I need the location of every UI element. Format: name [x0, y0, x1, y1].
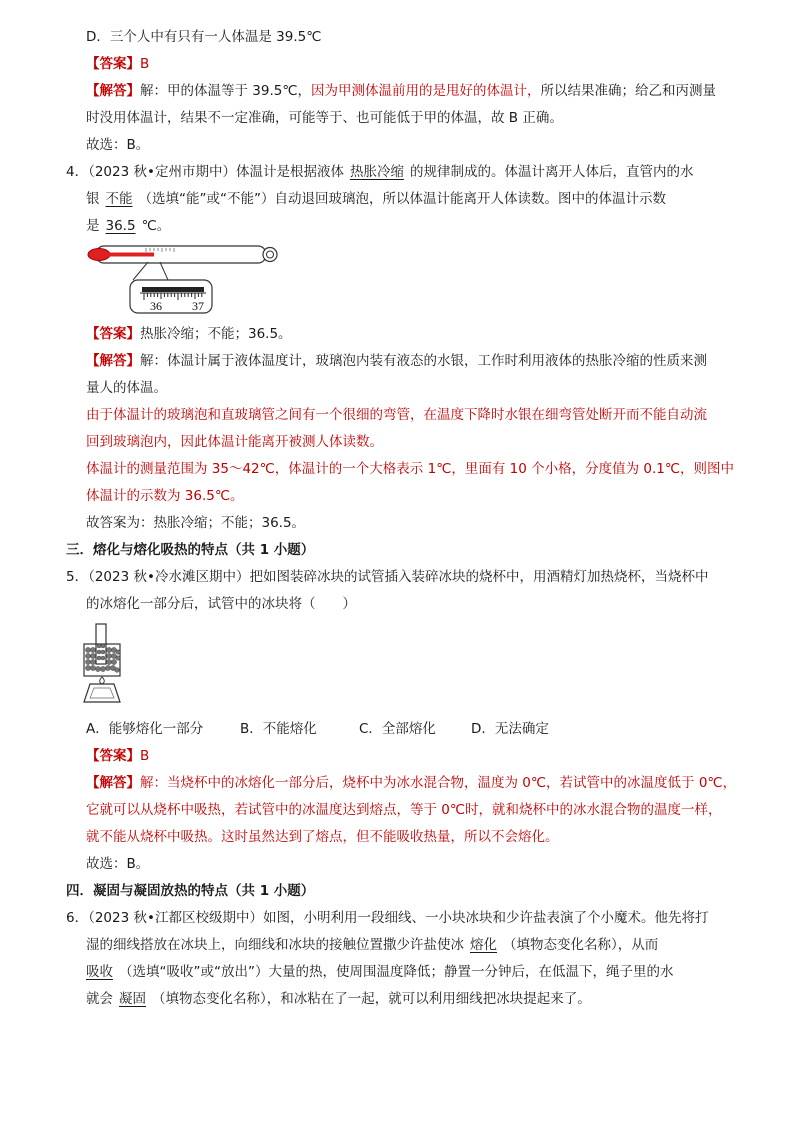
- q5-answer: [86, 747, 149, 765]
- scale-label-37: 37: [192, 299, 204, 313]
- crushed-ice: [85, 644, 120, 672]
- q6-blank-2: 吸收: [86, 964, 113, 980]
- q4-analysis-line-2: 量人的体温。: [86, 380, 167, 396]
- q6-stem-line-3: 吸收 （选填“吸收”或“放出”）大量的热，使周围温度降低；静置一分钟后，在低温下，绳子里的水: [86, 964, 674, 980]
- answer-tag: 【答案】: [86, 748, 140, 764]
- q3-analysis-line-1: 【解答】解：甲的体温等于 39.5℃，因为甲测体温前用的是甩好的体温计，所以结果准确；给乙和丙测量: [86, 83, 717, 99]
- answer-value: B: [140, 56, 150, 72]
- q5-stem-line-1: 5．（2023 秋•冷水滩区期中）把如图装碎冰块的试管插入装碎冰块的烧杯中，用酒精灯加热烧杯，当烧杯中: [66, 569, 709, 585]
- q6-stem-line-2: 湿的细线搭放在冰块上，向细线和冰块的接触位置撒少许盐使冰 熔化 （填物态变化名称），从而: [86, 937, 659, 953]
- q4-blank-3: 36.5: [105, 218, 136, 234]
- q4-blank-2: 不能: [105, 191, 133, 207]
- q4-stem-line-1: 4．（2023 秋•定州市期中）体温计是根据液体 热胀冷缩 的规律制成的。体温计离开人体后，直管内的水: [66, 164, 694, 180]
- thermometer-end-cap: [263, 248, 277, 262]
- q3-answer: [86, 55, 149, 73]
- q4-answer: [86, 325, 292, 343]
- q6-stem-line-1: 6．（2023 秋•江都区校级期中）如图，小明利用一段细线、一小块冰块和少许盐表演了个小魔术。他先将打: [66, 910, 709, 926]
- section-4-title: 四．凝固与凝固放热的特点（共 1 小题）: [66, 883, 315, 899]
- q3-conclusion: 故选：B。: [86, 137, 150, 153]
- analysis-tag: 【解答】: [86, 353, 140, 369]
- analysis-tag: 【解答】: [86, 83, 140, 99]
- q4-analysis-line-1: 【解答】解：体温计属于液体温度计，玻璃泡内装有液态的水银，工作时利用液体的热胀冷缩的性质来测: [86, 353, 707, 369]
- q4-stem-line-2: 银 不能 （选填“能”或“不能”）自动退回玻璃泡，所以体温计能离开人体读数。图中的体温计示数: [86, 191, 666, 207]
- q4-blank-1: 热胀冷缩: [349, 164, 404, 180]
- q6-blank-1: 熔化: [470, 937, 497, 953]
- q6-stem-line-4: 就会 凝固 （填物态变化名称），和冰粘在了一起，就可以利用细线把冰块提起来了。: [86, 991, 591, 1007]
- q5-option-c: C．全部熔化: [359, 721, 436, 737]
- flame: [100, 677, 105, 684]
- q4-analysis-line-6: 体温计的示数为 36.5℃。: [86, 488, 244, 504]
- q5-option-b: B．不能熔化: [240, 721, 317, 737]
- q5-analysis-line-2: 它就可以从烧杯中吸热，若试管中的冰温度达到熔点，等于 0℃时，就和烧杯中的冰水混合物的温度一样，: [86, 802, 722, 818]
- q4-analysis-line-3: 由于体温计的玻璃泡和直玻璃管之间有一个很细的弯管，在温度下降时水银在细弯管处断开而不能自动流: [86, 407, 707, 423]
- q4-stem-line-3: 是 36.5 ℃。: [86, 218, 171, 234]
- q6-blank-3: 凝固: [119, 991, 146, 1007]
- alcohol-lamp: [84, 684, 120, 702]
- q5-option-d: D．无法确定: [471, 721, 549, 737]
- q5-conclusion: 故选：B。: [86, 856, 150, 872]
- scale-label-36: 36: [150, 299, 162, 313]
- answer-tag: 【答案】: [86, 326, 140, 342]
- magnified-mercury: [142, 287, 204, 292]
- section-3-title: 三．熔化与熔化吸热的特点（共 1 小题）: [66, 542, 315, 558]
- mercury-column: [106, 253, 154, 257]
- answer-value: 热胀冷缩；不能；36.5。: [140, 326, 292, 342]
- q4-conclusion: 故答案为：热胀冷缩；不能；36.5。: [86, 515, 306, 531]
- thermometer-figure: [86, 240, 286, 318]
- beaker-test-tube-figure: [80, 622, 126, 708]
- q5-option-a: A．能够熔化一部分: [86, 721, 204, 737]
- q4-analysis-line-4: 回到玻璃泡内，因此体温计能离开被测人体读数。: [86, 434, 383, 450]
- q3-option-d: D．三个人中有只有一人体温是 39.5℃: [86, 29, 322, 45]
- q5-stem-line-2: 的冰熔化一部分后，试管中的冰块将（ ）: [86, 596, 356, 612]
- q4-analysis-line-5: 体温计的测量范围为 35～42℃，体温计的一个大格表示 1℃，里面有 10 个小格，分度值为 0.1℃，则图中: [86, 461, 735, 477]
- answer-value: B: [140, 748, 150, 764]
- q3-analysis-line-2: 时没用体温计，结果不一定准确，可能等于、也可能低于甲的体温，故 B 正确。: [86, 110, 563, 126]
- q5-analysis-line-1: 【解答】解：当烧杯中的冰熔化一部分后，烧杯中为冰水混合物，温度为 0℃，若试管中的冰温度低于 0℃，: [86, 775, 737, 791]
- answer-tag: 【答案】: [86, 56, 140, 72]
- analysis-tag: 【解答】: [86, 775, 140, 791]
- q5-analysis-line-3: 就不能从烧杯中吸热。这时虽然达到了熔点，但不能吸收热量，所以不会熔化。: [86, 829, 559, 845]
